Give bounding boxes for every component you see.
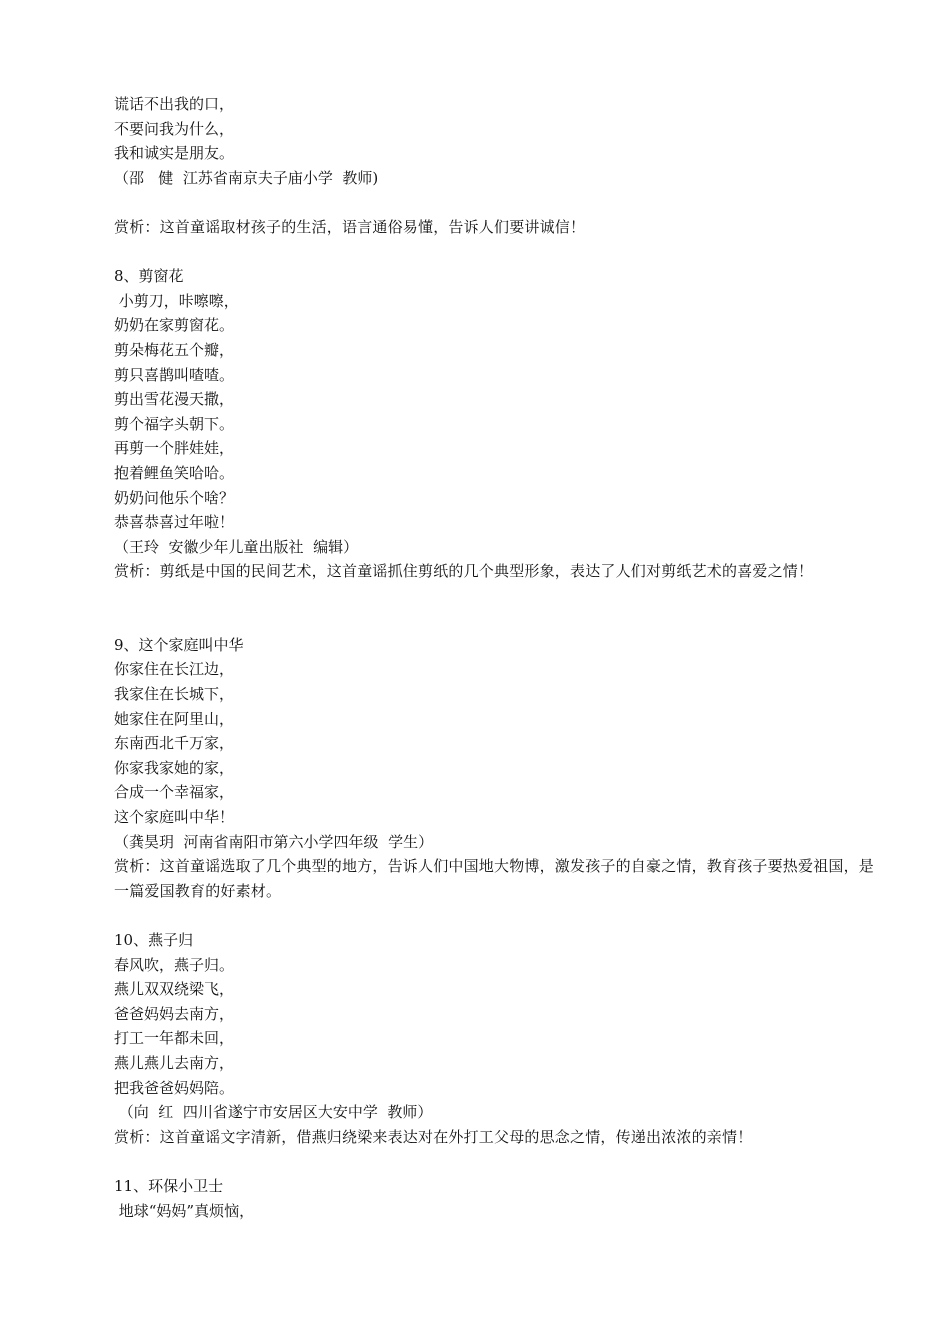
spacer — [114, 903, 874, 928]
spacer — [114, 190, 874, 215]
poem-line: 你家住在长江边， — [114, 660, 235, 679]
poem-author: （邵 健 江苏省南京夫子庙小学 教师) — [114, 168, 379, 187]
poem-title: 10、燕子归 — [114, 931, 194, 949]
poem-line: 抱着鲤鱼笑哈哈。 — [114, 463, 235, 482]
poem-title: 8、剪窗花 — [114, 267, 184, 286]
poem-line: 合成一个幸福家， — [114, 783, 235, 802]
spacer — [114, 584, 874, 633]
poem-line: 剪只喜鹊叫喳喳。 — [114, 365, 235, 384]
poem-title: 9、这个家庭叫中华 — [114, 635, 244, 654]
spacer — [114, 240, 874, 265]
poem-7-analysis: 赏析：这首童谣取材孩子的生活，语言通俗易懂，告诉人们要讲诚信！ — [114, 217, 586, 236]
poem-analysis: 赏析：剪纸是中国的民间艺术，这首童谣抓住剪纸的几个典型形象，表达了人们对剪纸艺术的喜爱之情！ — [114, 562, 814, 581]
poem-author: （王玲 安徽少年儿童出版社 编辑） — [114, 537, 359, 556]
poem-11 — [114, 1174, 874, 1223]
poem-line: 恭喜恭喜过年啦！ — [114, 513, 235, 532]
poem-line: 燕儿燕儿去南方， — [114, 1053, 235, 1072]
poem-line: 春风吹，燕子归。 — [114, 955, 235, 974]
poem-9 — [114, 633, 874, 904]
poem-line: 我家住在长城下， — [114, 685, 235, 704]
poem-line: 剪出雪花漫天撒， — [114, 390, 235, 409]
poem-line: 不要问我为什么， — [114, 119, 235, 138]
poem-title: 11、环保小卫士 — [114, 1176, 224, 1195]
poem-line: 燕儿双双绕梁飞， — [114, 980, 235, 999]
spacer — [114, 1149, 874, 1174]
poem-line: 再剪一个胖娃娃， — [114, 439, 235, 458]
poem-line: 奶奶问他乐个啥？ — [114, 488, 235, 507]
poem-7-tail — [114, 92, 874, 190]
poem-analysis: 赏析：这首童谣文字清新，借燕归绕梁来表达对在外打工父母的思念之情，传递出浓浓的亲情！ — [114, 1127, 753, 1146]
poem-line: 地球“妈妈”真烦恼， — [114, 1201, 255, 1220]
poem-line: 她家住在阿里山， — [114, 709, 235, 728]
poem-author: （龚昊玥 河南省南阳市第六小学四年级 学生） — [114, 832, 434, 851]
poem-line: 把我爸爸妈妈陪。 — [114, 1078, 235, 1097]
poem-line: 你家我家她的家， — [114, 758, 235, 777]
poem-author: （向 红 四川省遂宁市安居区大安中学 教师） — [114, 1103, 433, 1122]
poem-line: 剪朵梅花五个瓣， — [114, 340, 235, 359]
poem-line: 奶奶在家剪窗花。 — [114, 316, 235, 335]
poem-8 — [114, 264, 874, 584]
poem-line: 这个家庭叫中华！ — [114, 808, 235, 827]
poem-line: 打工一年都未回， — [114, 1029, 235, 1048]
poem-line: 爸爸妈妈去南方， — [114, 1004, 235, 1023]
document-body — [114, 92, 874, 1223]
poem-10 — [114, 928, 874, 1149]
poem-line: 剪个福字头朝下。 — [114, 414, 235, 433]
poem-line: 我和诚实是朋友。 — [114, 144, 235, 163]
poem-line: 小剪刀，咔嚓嚓， — [114, 291, 239, 310]
poem-line: 谎话不出我的口， — [114, 95, 235, 113]
poem-line: 东南西北千万家， — [114, 734, 235, 753]
poem-analysis: 赏析：这首童谣选取了几个典型的地方，告诉人们中国地大物博，激发孩子的自豪之情，教育孩子要热爱祖国，是一篇爱国教育的好素材。 — [114, 857, 875, 900]
